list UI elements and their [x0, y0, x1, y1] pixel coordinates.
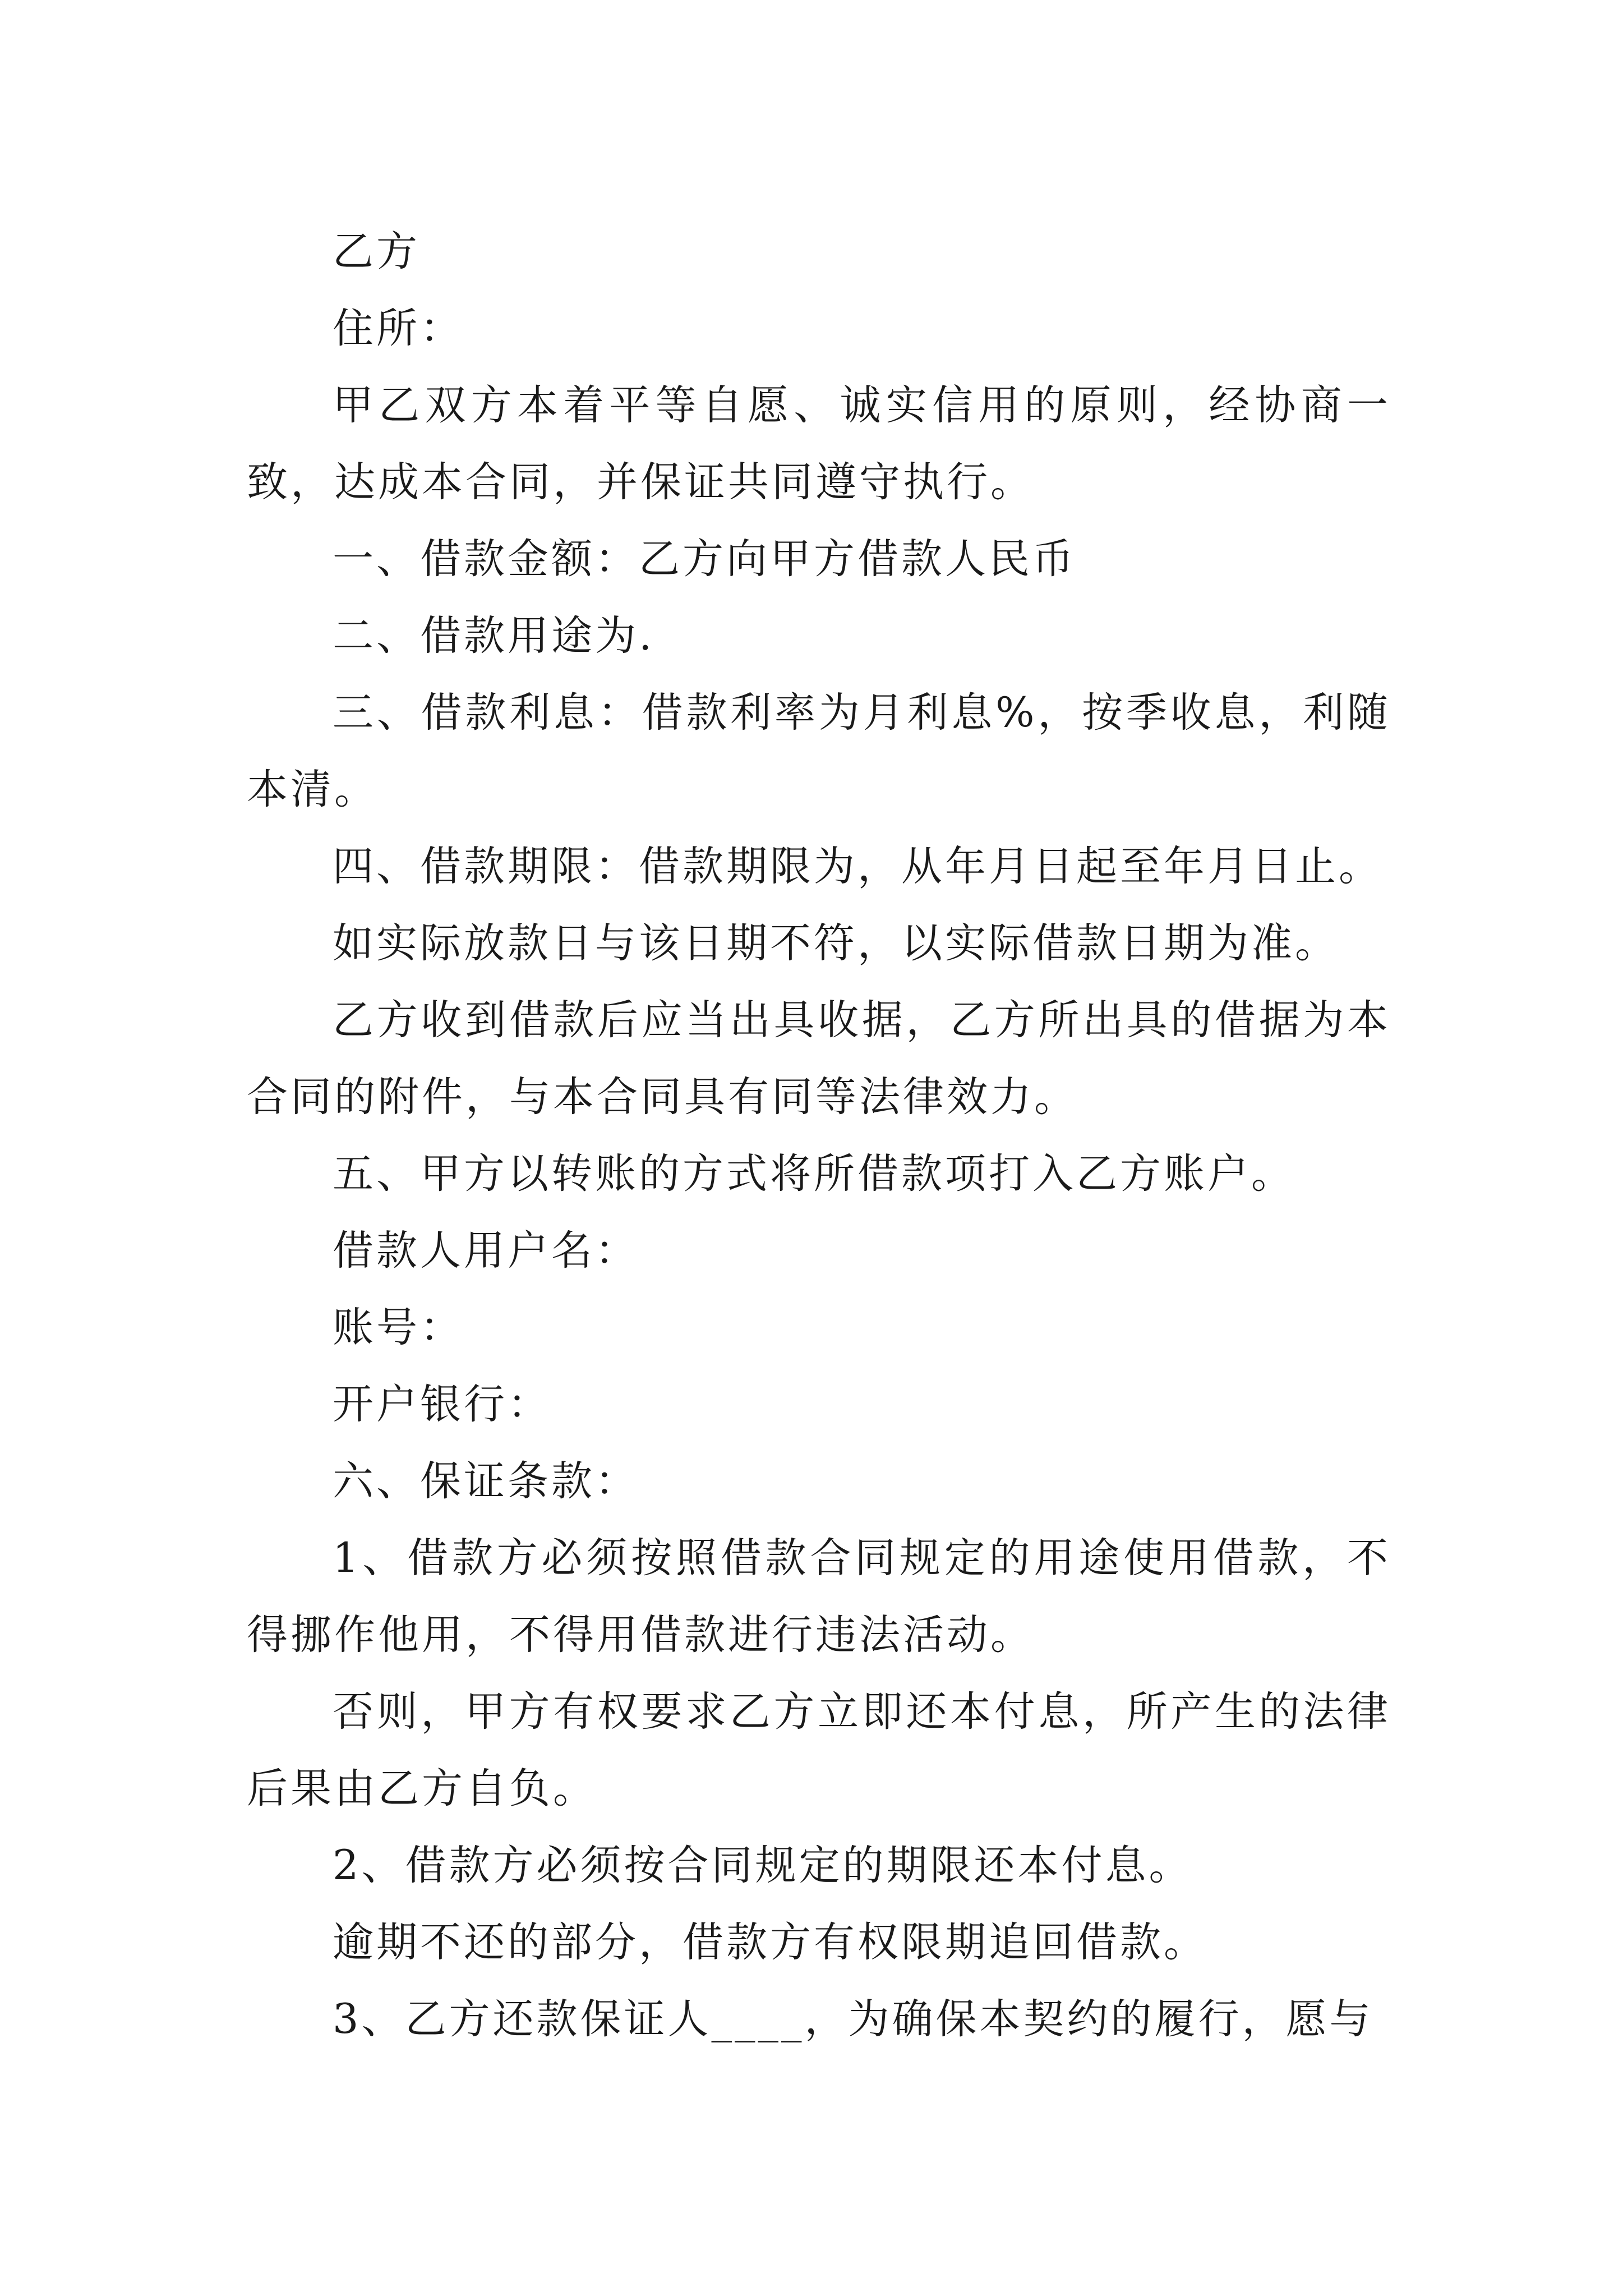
clause-loan-term: 四、借款期限：借款期限为，从年月日起至年月日止。: [333, 843, 1382, 890]
agreement-intro: 甲乙双方本着平等自愿、诚实信用的原则，经协商一致，达成本合同，并保证共同遵守执行。: [247, 381, 1391, 506]
bank-label: 开户银行：: [333, 1381, 551, 1428]
guarantee-item-1-consequence: 否则，甲方有权要求乙方立即还本付息，所产生的法律后果由乙方自负。: [247, 1688, 1391, 1812]
clause-loan-purpose: 二、借款用途为.: [333, 612, 655, 660]
clause-loan-interest: 三、借款利息：借款利率为月利息%，按季收息，利随本清。: [247, 689, 1391, 813]
receipt-note: 乙方收到借款后应当出具收据，乙方所出具的借据为本合同的附件，与本合同具有同等法律效力。: [247, 996, 1391, 1121]
address-label: 住所：: [333, 305, 464, 352]
contract-body: [247, 213, 1391, 2058]
clause-transfer: 五、甲方以转账的方式将所借款项打入乙方账户。: [333, 1150, 1295, 1198]
guarantee-item-2-overdue: 逾期不还的部分，借款方有权限期追回借款。: [333, 1918, 1207, 1966]
loan-date-note: 如实际放款日与该日期不符，以实际借款日期为准。: [333, 919, 1339, 967]
guarantee-item-1: 1、借款方必须按照借款合同规定的用途使用借款，不得挪作他用，不得用借款进行违法活动。: [247, 1534, 1391, 1659]
clause-loan-amount: 一、借款金额：乙方向甲方借款人民币: [333, 535, 1076, 583]
account-number-label: 账号：: [333, 1304, 464, 1351]
guarantee-item-3: 3、乙方还款保证人____，为确保本契约的履行，愿与: [333, 1995, 1373, 2043]
guarantee-item-2: 2、借款方必须按合同规定的期限还本付息。: [333, 1842, 1193, 1889]
clause-guarantee-heading: 六、保证条款：: [333, 1457, 639, 1505]
borrower-username-label: 借款人用户名：: [333, 1227, 639, 1274]
party-b-heading: 乙方: [333, 228, 420, 275]
